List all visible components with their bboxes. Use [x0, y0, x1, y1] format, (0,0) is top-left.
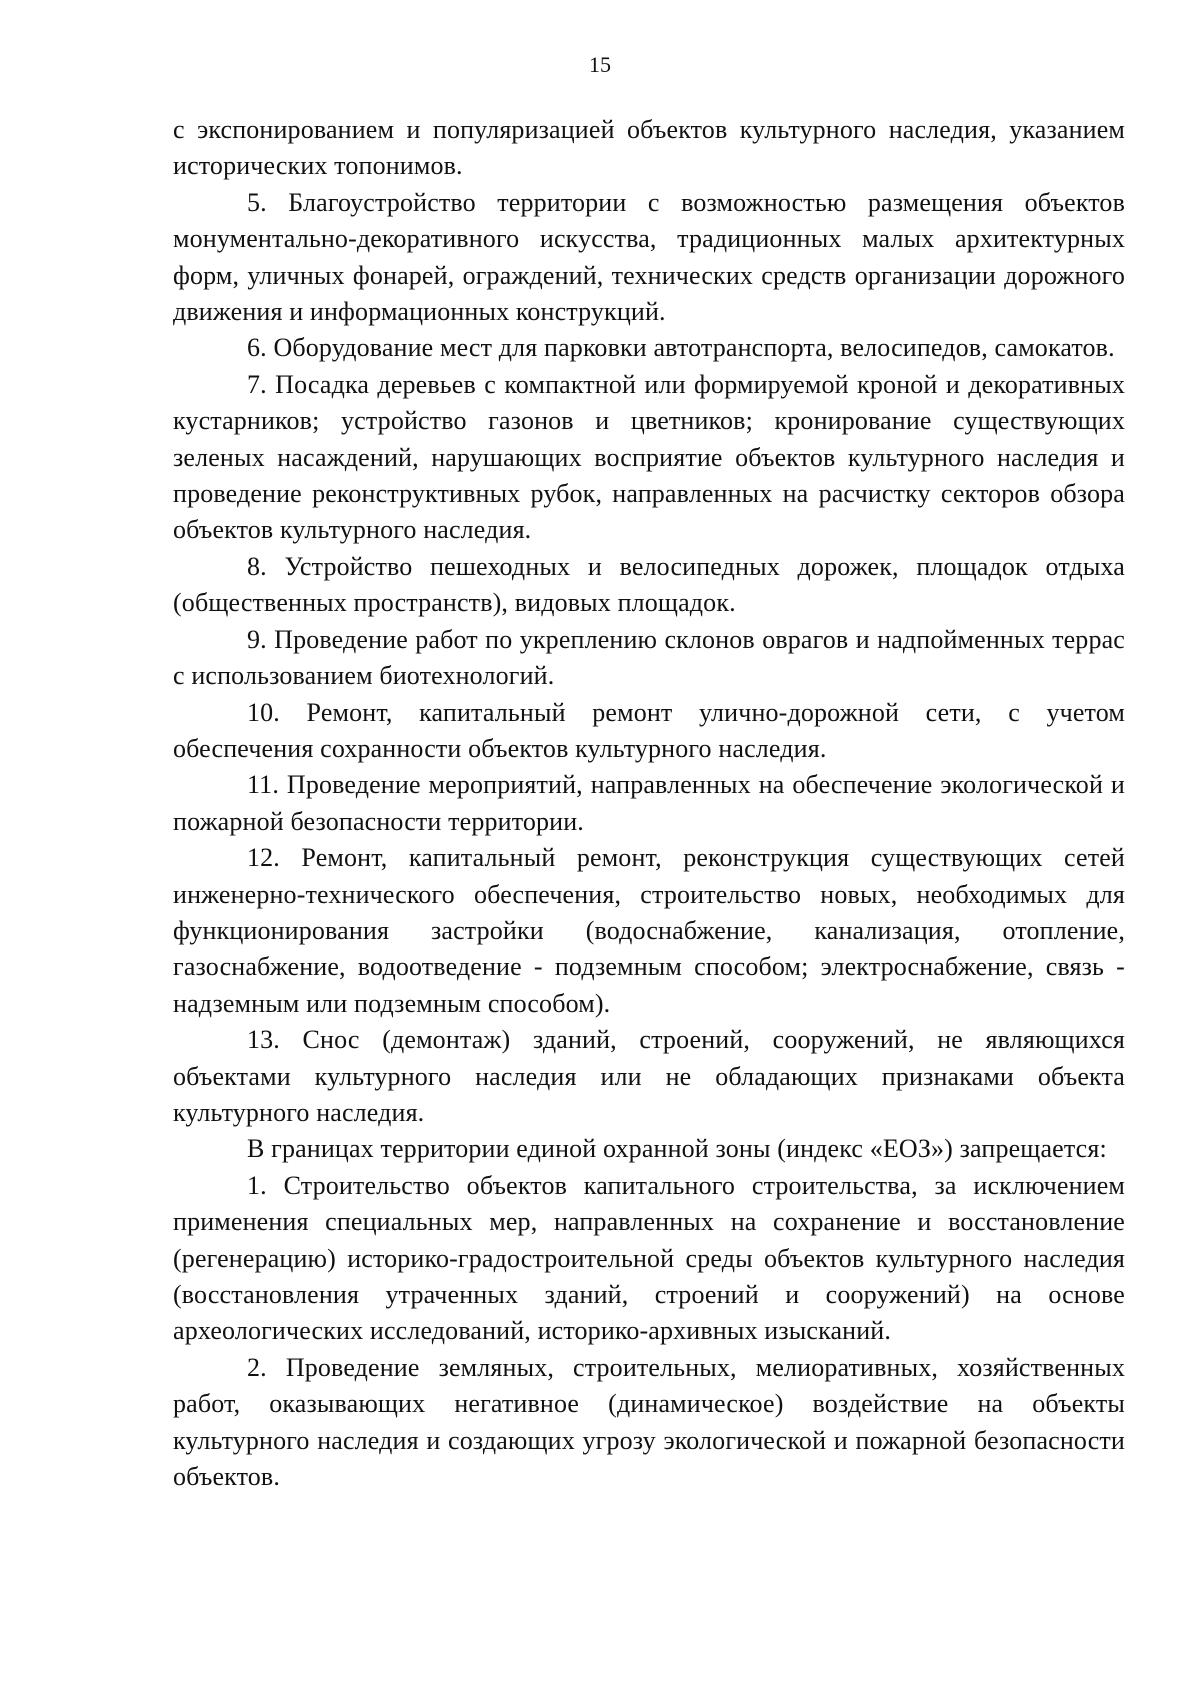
- paragraph-item-5: 5. Благоустройство территории с возможностью размещения объектов монументально-декоративного искусства, традиционных малых архитектурных форм, уличных фонарей, ограждений, технических средств организации дорожного движения и информационных конструкций.: [173, 187, 1125, 327]
- paragraph-prohibited-item-1: 1. Строительство объектов капитального строительства, за исключением применения специальных мер, направленных на сохранение и восстановление (регенерацию) историко-градостроительной среды объектов культурного наследия (восстановления утраченных зданий, строений и сооружений) на основе археологических исследований, историко-архивных изысканий.: [173, 1170, 1125, 1346]
- paragraph-item-9: 9. Проведение работ по укреплению склонов оврагов и надпойменных террас с использованием биотехнологий.: [173, 624, 1125, 691]
- paragraph-item-7: 7. Посадка деревьев с компактной или формируемой кроной и декоративных кустарников; устройство газонов и цветников; кронирование существующих зеленых насаждений, нарушающих восприятие объектов культурного наследия и проведение реконструктивных рубок, направленных на расчистку секторов обзора объектов культурного наследия.: [173, 369, 1125, 545]
- paragraph-prohibited-item-2: 2. Проведение земляных, строительных, мелиоративных, хозяйственных работ, оказывающих негативное (динамическое) воздействие на объекты культурного наследия и создающих угрозу экологической и пожарной безопасности объектов.: [173, 1352, 1125, 1492]
- paragraph-item-12: 12. Ремонт, капитальный ремонт, реконструкция существующих сетей инженерно-технического обеспечения, строительство новых, необходимых для функционирования застройки (водоснабжение, канализация, отопление, газоснабжение, водоотведение - подземным способом; электроснабжение, связь - надземным или подземным способом).: [173, 843, 1125, 1018]
- paragraph-item-10: 10. Ремонт, капитальный ремонт улично-дорожной сети, с учетом обеспечения сохранности объектов культурного наследия.: [173, 697, 1125, 763]
- paragraph-item-11: 11. Проведение мероприятий, направленных на обеспечение экологической и пожарной безопасности территории.: [173, 770, 1125, 836]
- paragraph-prohibited-intro: В границах территории единой охранной зоны (индекс «ЕОЗ») запрещается:: [247, 1134, 1107, 1164]
- paragraph-continuation: с экспонированием и популяризацией объектов культурного наследия, указанием исторических топонимов.: [173, 115, 1125, 181]
- paragraph-item-6: 6. Оборудование мест для парковки автотранспорта, велосипедов, самокатов.: [247, 333, 1115, 363]
- paragraph-item-8: 8. Устройство пешеходных и велосипедных дорожек, площадок отдыха (общественных пространств), видовых площадок.: [173, 551, 1125, 618]
- document-body: [173, 112, 1125, 1495]
- paragraph-item-13: 13. Снос (демонтаж) зданий, строений, сооружений, не являющихся объектами культурного наследия или не обладающих признаками объекта культурного наследия.: [173, 1025, 1125, 1127]
- page-number: 15: [589, 52, 611, 77]
